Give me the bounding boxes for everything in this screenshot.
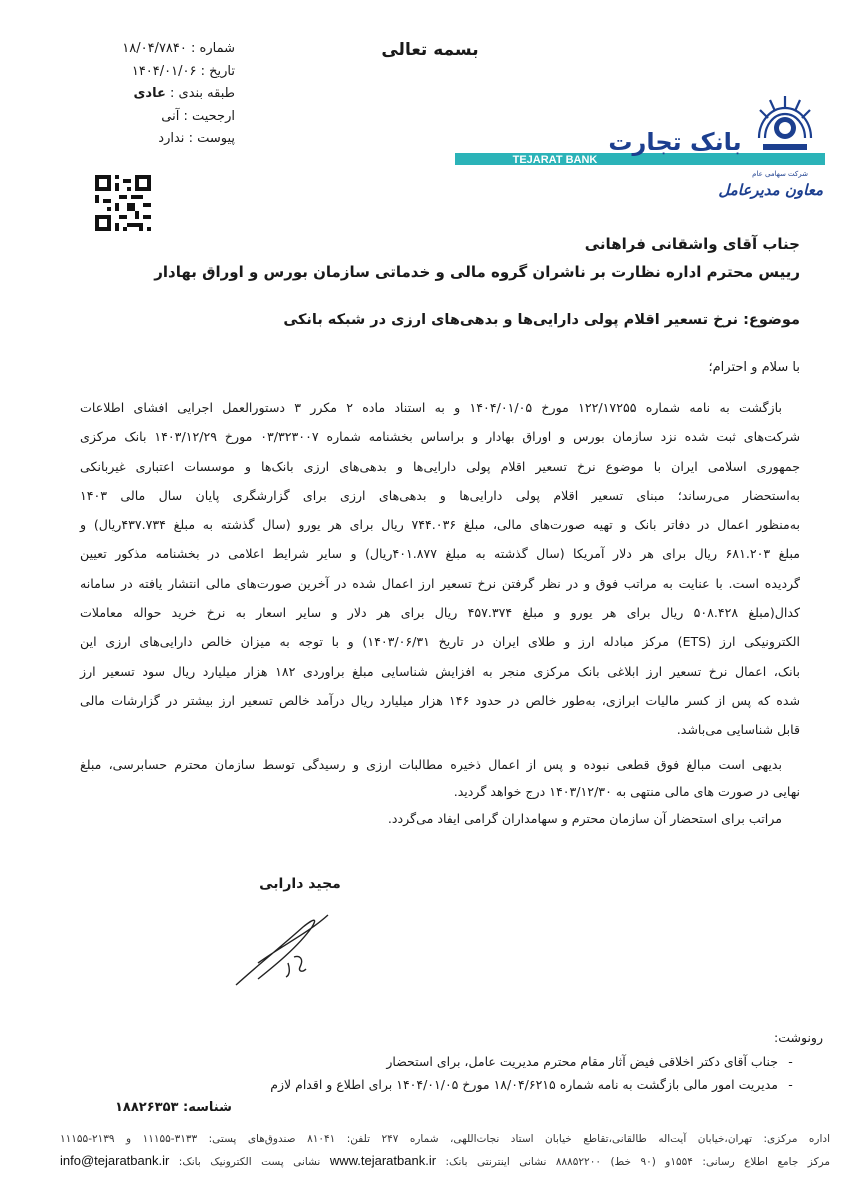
body-line: شرکت‌های ثبت شده نزد سازمان بورس و اوراق بهادار و براساس بخشنامه شماره ۰۳/۳۲۳۰۰۷ مورخ ۱۴۰۳/۱۲/۲۹ بانک مرکزی bbox=[80, 429, 800, 445]
cc-item bbox=[270, 1050, 803, 1073]
classification-label: طبقه بندی : bbox=[170, 86, 235, 101]
office-title: معاون مدیرعامل bbox=[718, 181, 823, 199]
footer bbox=[60, 1128, 830, 1173]
signatory-name: مجید دارابی bbox=[259, 876, 341, 892]
body-line: جمهوری اسلامی ایران با موضوع نرخ تسعیر اقلام پولی دارایی‌ها و بدهی‌های ارزی بانک‌ها و موسسات اعتباری غیربانکی bbox=[80, 458, 800, 474]
letter-date bbox=[60, 61, 235, 84]
body-line: الکترونیکی ارز (ETS) مرکز مبادله ارز و طلای ایران در تاریخ ۱۴۰۳/۰۶/۳۱) و با توجه به میزان خالص دارایی‌های ارزی این bbox=[80, 634, 801, 650]
body-line: بازگشت به نامه شماره ۱۲۲/۱۷۲۵۵ مورخ ۱۴۰۴/۰۱/۰۵ و به استناد ماده ۲ مکرر ۳ دستورالعمل اجرایی افشای اطلاعات bbox=[80, 400, 782, 415]
svg-text:TEJARAT BANK: TEJARAT BANK bbox=[512, 154, 598, 166]
body-line: کدال(مبلغ ۵۰۸.۴۲۸ ریال برای هر یورو و مبلغ ۴۵۷.۳۷۴ ریال برای هر دلار و سایر اسعار به نرخ خرید حواله معاملات bbox=[80, 605, 801, 621]
body-line: بدیهی است مبالغ فوق قطعی نبوده و پس از اعمال ذخیره مطالبات ارزی و رسیدگی توسط سازمان محترم حسابرسی، مبلغ bbox=[80, 756, 782, 772]
body-line: به‌منظور اعمال در دفاتر بانک و تهیه صورت‌های مالی، مبلغ ۷۴۴.۰۳۶ ریال برای هر یورو (سال گذشته به مبلغ ۴۳۷.۷۳۴ریال) و bbox=[80, 517, 801, 533]
date-label: تاریخ : bbox=[200, 63, 235, 79]
cc-item-text: مدیریت امور مالی بازگشت به نامه شماره ۱۸/۰۴/۶۲۱۵ مورخ ۱۴۰۴/۰۱/۰۵ برای اطلاع و اقدام لازم bbox=[270, 1077, 778, 1092]
body-line: شده که پس از کسر مالیات ابرازی، به‌طور خالص در حدود ۱۴۶ هزار میلیارد ریال درآمد خالص تسعیر ارز بیشتر در گزارشات مالی bbox=[80, 692, 800, 708]
letter-priority bbox=[60, 106, 235, 129]
invocation-heading: بسمه تعالی bbox=[381, 40, 479, 60]
number-label: شماره : bbox=[191, 41, 235, 56]
body-line: نهایی در صورت های مالی منتهی به ۱۴۰۳/۱۲/۳۰ درج خواهد گردید. bbox=[453, 783, 800, 799]
greeting: با سلام و احترام؛ bbox=[708, 360, 800, 375]
priority-label: ارجحیت : bbox=[183, 108, 235, 124]
website-link[interactable]: www.tejaratbank.ir bbox=[329, 1153, 437, 1168]
qr-code-icon bbox=[95, 175, 151, 231]
body-line: مبلغ ۶۸۱.۲۰۳ ریال برای هر دلار آمریکا (سال گذشته به مبلغ ۴۰۱.۸۷۷ریال) و سایر شرایط اعلامی در بخشنامه مذکور تعیین bbox=[80, 546, 800, 562]
addressee-name: جناب آقای واشقانی فراهانی bbox=[584, 235, 800, 253]
footer-address: اداره مرکزی: تهران،خیابان آیت‌اله طالقانی،تقاطع خیابان استاد نجات‌اللهی، شماره ۲۴۷ تلفن: ۸۱۰۴۱ صندوق‌های پستی: ۳۱۳۳-۱۱۱۵۵ و ۲۱۳۹-۱۱۱۵۵ bbox=[60, 1133, 830, 1145]
svg-text:بانک تجارت: بانک تجارت bbox=[608, 128, 742, 156]
classification-value: عادی bbox=[133, 86, 166, 101]
attachment-label: پیوست : bbox=[188, 131, 235, 146]
paragraph-2 bbox=[80, 751, 800, 805]
letter-subject: موضوع: نرخ تسعیر اقلام پولی دارایی‌ها و بدهی‌های ارزی در شبکه بانکی bbox=[283, 312, 800, 328]
body-line: مراتب برای استحضار آن سازمان محترم و سهامداران گرامی ایفاد می‌گردد. bbox=[387, 810, 782, 826]
bank-emblem-icon bbox=[450, 88, 830, 168]
letter-body bbox=[80, 393, 800, 832]
cc-list bbox=[270, 1050, 803, 1096]
attachment-value: ندارد bbox=[158, 131, 185, 146]
footer-contact bbox=[60, 1150, 830, 1173]
qr-code bbox=[95, 175, 151, 231]
cc-dash: - bbox=[788, 1054, 793, 1069]
cc-item bbox=[270, 1073, 803, 1096]
date-value: ۱۴۰۴/۰۱/۰۶ bbox=[131, 63, 197, 79]
signature bbox=[228, 905, 358, 995]
identifier-label: شناسه: bbox=[183, 1100, 232, 1115]
body-line: بانک، اعمال نرخ تسعیر ارز ابلاغی بانک مرکزی منجر به افزایش شناسایی مبلغ براوردی ۱۸۲ هزار میلیارد ریال سود تسعیر ارز bbox=[80, 663, 800, 679]
signature-icon bbox=[228, 905, 358, 995]
tejarat-bank-logo bbox=[450, 88, 830, 168]
number-value: ۱۸/۰۴/۷۸۴۰ bbox=[122, 41, 187, 56]
letter-classification bbox=[60, 83, 235, 106]
letter-number bbox=[60, 38, 235, 61]
body-line: قابل شناسایی می‌باشد. bbox=[676, 722, 800, 738]
identifier bbox=[115, 1100, 232, 1115]
email-label: نشانی پست الکترونیک بانک: bbox=[178, 1156, 321, 1168]
contact-center: مرکز جامع اطلاع رسانی: ۱۵۵۴و (۹۰ خط) ۸۸۸۵۲۲۰۰ نشانی اینترنتی بانک: bbox=[445, 1156, 830, 1168]
paragraph-1 bbox=[80, 393, 800, 745]
identifier-value: ۱۸۸۲۶۳۵۳ bbox=[115, 1100, 179, 1115]
cc-title: رونوشت: bbox=[774, 1030, 823, 1045]
priority-value: آنی bbox=[161, 108, 180, 124]
paragraph-3 bbox=[80, 805, 800, 832]
body-line: به‌استحضار می‌رساند؛ مبنای تسعیر اقلام پولی دارایی‌ها و بدهی‌های ارزی برای گزارشگری پایان سال مالی ۱۴۰۳ bbox=[80, 487, 800, 503]
body-line: گردیده است. با عنایت به مراتب فوق و در نظر گرفتن نرخ تسعیر ارز اعمال شده در آخرین صورت‌های مالی انتشار یافته در سامانه bbox=[80, 575, 800, 591]
letter-metadata bbox=[60, 38, 235, 151]
addressee bbox=[154, 230, 800, 286]
cc-item-text: جناب آقای دکتر اخلاقی فیض آثار مقام محترم مدیریت عامل، برای استحضار bbox=[386, 1054, 778, 1069]
letter-attachment bbox=[60, 128, 235, 151]
cc-dash: - bbox=[788, 1077, 793, 1092]
company-type: شرکت سهامی عام bbox=[752, 170, 808, 178]
addressee-title: رییس محترم اداره نظارت بر ناشران گروه مالی و خدماتی سازمان بورس و اوراق بهادار bbox=[154, 263, 800, 281]
email-link[interactable]: info@tejaratbank.ir bbox=[60, 1153, 170, 1168]
